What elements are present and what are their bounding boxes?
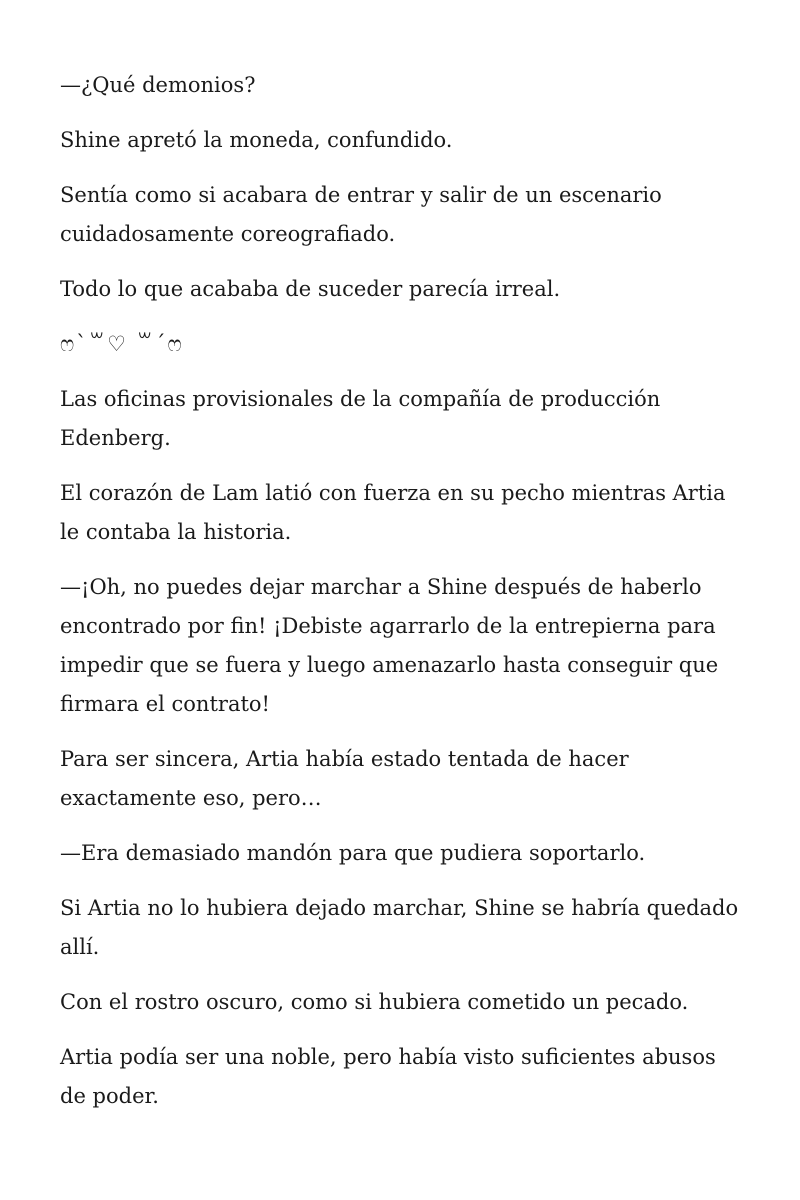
paragraph-6: Las oficinas provisionales de la compañía de producción Edenberg. (60, 387, 661, 450)
scene-divider: ෆ`꒳♡ ꒳´ෆ (60, 332, 184, 356)
paragraph-7: El corazón de Lam latió con fuerza en su pecho mientras Artia le contaba la historia. (60, 481, 726, 544)
paragraph-12: Con el rostro oscuro, como si hubiera cometido un pecado. (60, 990, 689, 1014)
paragraph-4: Todo lo que acababa de suceder parecía irreal. (60, 277, 561, 301)
paragraph-1: —¿Qué demonios? (60, 73, 256, 97)
paragraph-13: Artia podía ser una noble, pero había visto suficientes abusos de poder. (60, 1045, 716, 1108)
paragraph-9: Para ser sincera, Artia había estado tentada de hacer exactamente eso, pero… (60, 747, 629, 810)
paragraph-11: Si Artia no lo hubiera dejado marchar, Shine se habría quedado allí. (60, 896, 739, 959)
paragraph-2: Shine apretó la moneda, confundido. (60, 128, 453, 152)
paragraph-10: —Era demasiado mandón para que pudiera soportarlo. (60, 841, 646, 865)
paragraph-3: Sentía como si acabara de entrar y salir de un escenario cuidadosamente coreografiado. (60, 183, 662, 246)
paragraph-8: —¡Oh, no puedes dejar marchar a Shine después de haberlo encontrado por fin! ¡Debiste agarrarlo de la entrepierna para impedir que se fuera y luego amenazarlo hasta conseguir que firmara el contrato! (60, 575, 719, 716)
